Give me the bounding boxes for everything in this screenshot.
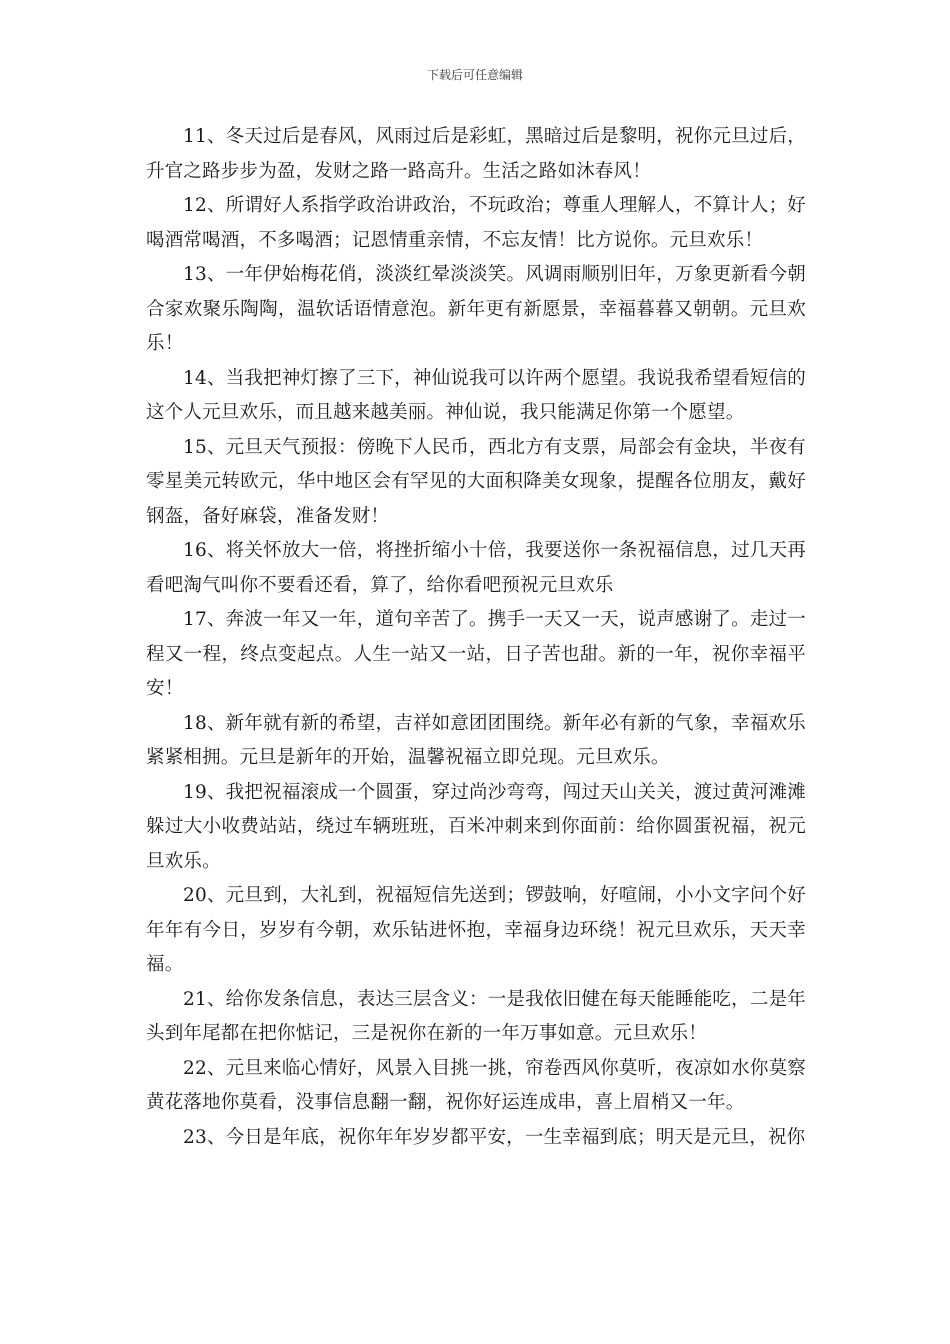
paragraph-13: 13、一年伊始梅花俏，淡淡红晕淡淡笑。风调雨顺别旧年，万象更新看今朝合家欢聚乐陶陶，温软话语情意泡。新年更有新愿景，幸福暮暮又朝朝。元旦欢乐！ — [146, 264, 806, 354]
paragraph-21: 21、给你发条信息，表达三层含义：一是我依旧健在每天能睡能吃，二是年头到年尾都在把你惦记，三是祝你在新的一年万事如意。元旦欢乐！ — [146, 988, 806, 1044]
paragraph-18: 18、新年就有新的希望，吉祥如意团团围绕。新年必有新的气象，幸福欢乐紧紧相拥。元旦是新年的开始，温馨祝福立即兑现。元旦欢乐。 — [146, 712, 806, 768]
paragraph-23: 23、今日是年底，祝你年年岁岁都平安，一生幸福到底；明天是元旦，祝你 — [183, 1126, 806, 1148]
paragraph-20: 20、元旦到，大礼到，祝福短信先送到；锣鼓响，好喧闹，小小文字问个好年年有今日，岁岁有今朝，欢乐钻进怀抱，幸福身边环绕！祝元旦欢乐，天天幸福。 — [146, 885, 806, 975]
document-body — [146, 120, 806, 1155]
paragraph-22: 22、元旦来临心情好，风景入目挑一挑，帘卷西风你莫听，夜凉如水你莫察黄花落地你莫看，没事信息翻一翻，祝你好运连成串，喜上眉梢又一年。 — [146, 1057, 806, 1113]
paragraph-19: 19、我把祝福滚成一个圆蛋，穿过尚沙弯弯，闯过天山关关，渡过黄河滩滩躲过大小收费站站，绕过车辆班班，百米冲刺来到你面前：给你圆蛋祝福，祝元旦欢乐。 — [146, 781, 806, 872]
paragraph-15: 15、元旦天气预报：傍晚下人民币，西北方有支票，局部会有金块，半夜有零星美元转欧元，华中地区会有罕见的大面积降美女现象，提醒各位朋友，戴好钢盔，备好麻袋，准备发财！ — [146, 436, 806, 527]
paragraph-12: 12、所谓好人系指学政治讲政治，不玩政治；尊重人理解人，不算计人；好喝酒常喝酒，不多喝酒；记恩情重亲情，不忘友情！比方说你。元旦欢乐！ — [146, 195, 806, 251]
paragraph-14: 14、当我把神灯擦了三下，神仙说我可以许两个愿望。我说我希望看短信的这个人元旦欢乐，而且越来越美丽。神仙说，我只能满足你第一个愿望。 — [146, 367, 806, 423]
paragraph-16: 16、将关怀放大一倍，将挫折缩小十倍，我要送你一条祝福信息，过几天再看吧淘气叫你不要看还看，算了，给你看吧预祝元旦欢乐 — [146, 540, 806, 596]
paragraph-11: 11、冬天过后是春风，风雨过后是彩虹，黑暗过后是黎明，祝你元旦过后，升官之路步步为盈，发财之路一路高升。生活之路如沐春风！ — [146, 126, 806, 182]
page-header: 下载后可任意编辑 — [426, 68, 523, 82]
paragraph-17: 17、奔波一年又一年，道句辛苦了。携手一天又一天，说声感谢了。走过一程又一程，终点变起点。人生一站又一站，日子苦也甜。新的一年，祝你幸福平安！ — [146, 609, 806, 699]
